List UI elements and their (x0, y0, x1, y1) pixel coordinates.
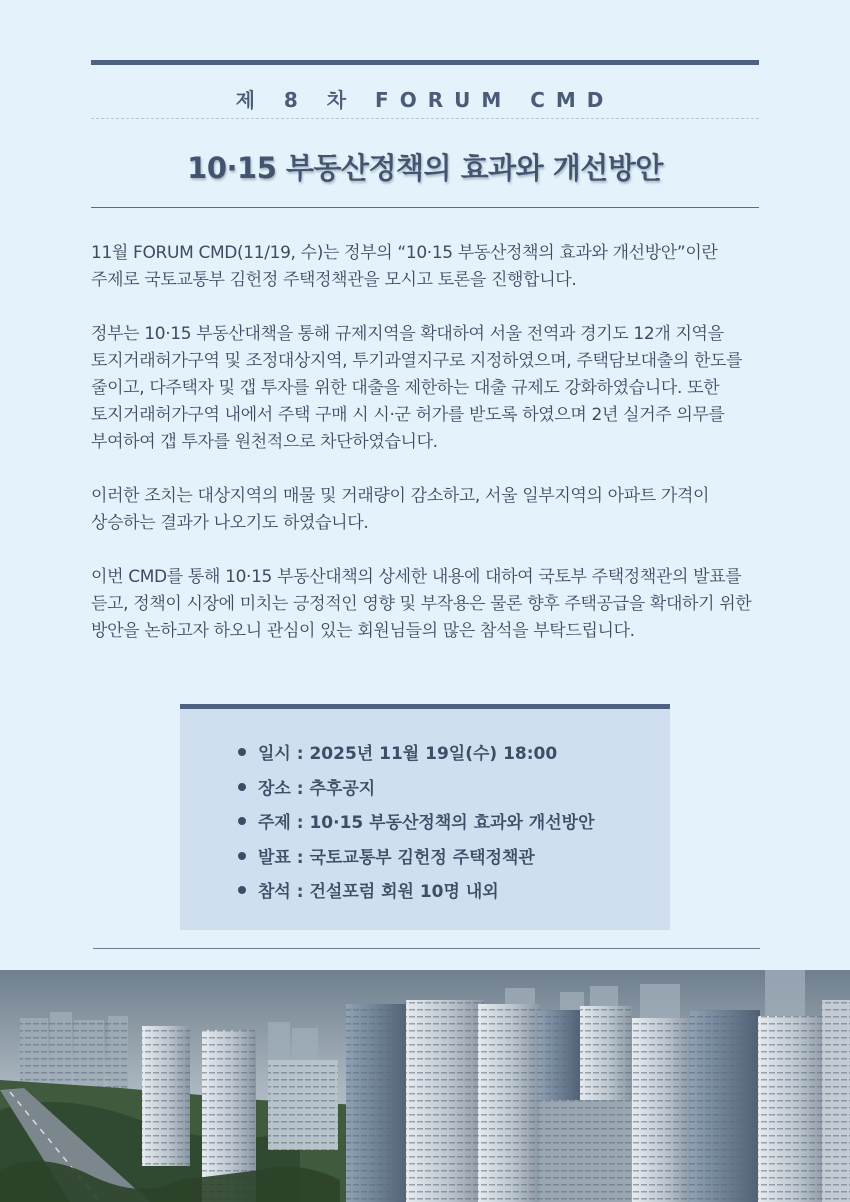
title-divider (91, 207, 759, 208)
info-item-topic (238, 812, 595, 847)
page-title: 10·15 부동산정책의 효과와 개선방안 (187, 151, 663, 185)
info-item-place (238, 778, 595, 813)
forum-label: 제 8 차 FORUM CMD (235, 88, 615, 112)
event-info-box (180, 704, 670, 930)
paragraph-effect: 이러한 조치는 대상지역의 매물 및 거래량이 감소하고, 서울 일부지역의 아파트 가격이 상승하는 결과가 나오기도 하였습니다. (91, 486, 710, 533)
bullet-icon (238, 886, 246, 894)
bullet-icon (238, 748, 246, 756)
info-item-label: 참석 : 건설포럼 회원 10명 내외 (258, 882, 499, 902)
body-text (91, 240, 761, 672)
paragraph-intro: 11월 FORUM CMD(11/19, 수)는 정부의 “10·15 부동산정책의 효과와 개선방안”이란 주제로 국토교통부 김헌정 주택정책관을 모시고 토론을 진행합니다. (91, 243, 718, 290)
bottom-divider (93, 948, 760, 949)
info-item-label: 장소 : 추후공지 (258, 778, 376, 799)
header-top-bar (91, 60, 759, 65)
dotted-divider (91, 118, 759, 119)
info-item-date (238, 743, 595, 778)
bullet-icon (238, 817, 246, 825)
cityscape-photo (0, 970, 850, 1202)
event-info-list (238, 743, 595, 916)
info-item-attendance (238, 881, 595, 916)
paragraph-policy: 정부는 10·15 부동산대책을 통해 규제지역을 확대하여 서울 전역과 경기도 12개 지역을 토지거래허가구역 및 조정대상지역, 투기과열지구로 지정하였으며, 주택담보대출의 한도를 줄이고, 다주택자 및 갭 투자를 위한 대출을 제한하는 대출 규제도 강화하였습니다. 또한 토지거래허가구역 내에서 주택 구매 시 시·군 허가를 받도록 하였으며 2년 실거주 의무를 부여하여 갭 투자를 원천적으로 차단하였습니다. (91, 324, 743, 452)
info-item-speaker (238, 847, 595, 882)
info-item-label: 일시 : 2025년 11월 19일(수) 18:00 (258, 744, 558, 764)
info-item-label: 발표 : 국토교통부 김헌정 주택정책관 (258, 847, 535, 868)
info-item-label: 주제 : 10·15 부동산정책의 효과와 개선방안 (258, 813, 595, 833)
bullet-icon (238, 783, 246, 791)
paragraph-invitation: 이번 CMD를 통해 10·15 부동산대책의 상세한 내용에 대하여 국토부 주택정책관의 발표를 듣고, 정책이 시장에 미치는 긍정적인 영향 및 부작용은 물론 향후 주택공급을 확대하기 위한 방안을 논하고자 하오니 관심이 있는 회원님들의 많은 참석을 부탁드립니다. (91, 567, 752, 641)
bullet-icon (238, 852, 246, 860)
